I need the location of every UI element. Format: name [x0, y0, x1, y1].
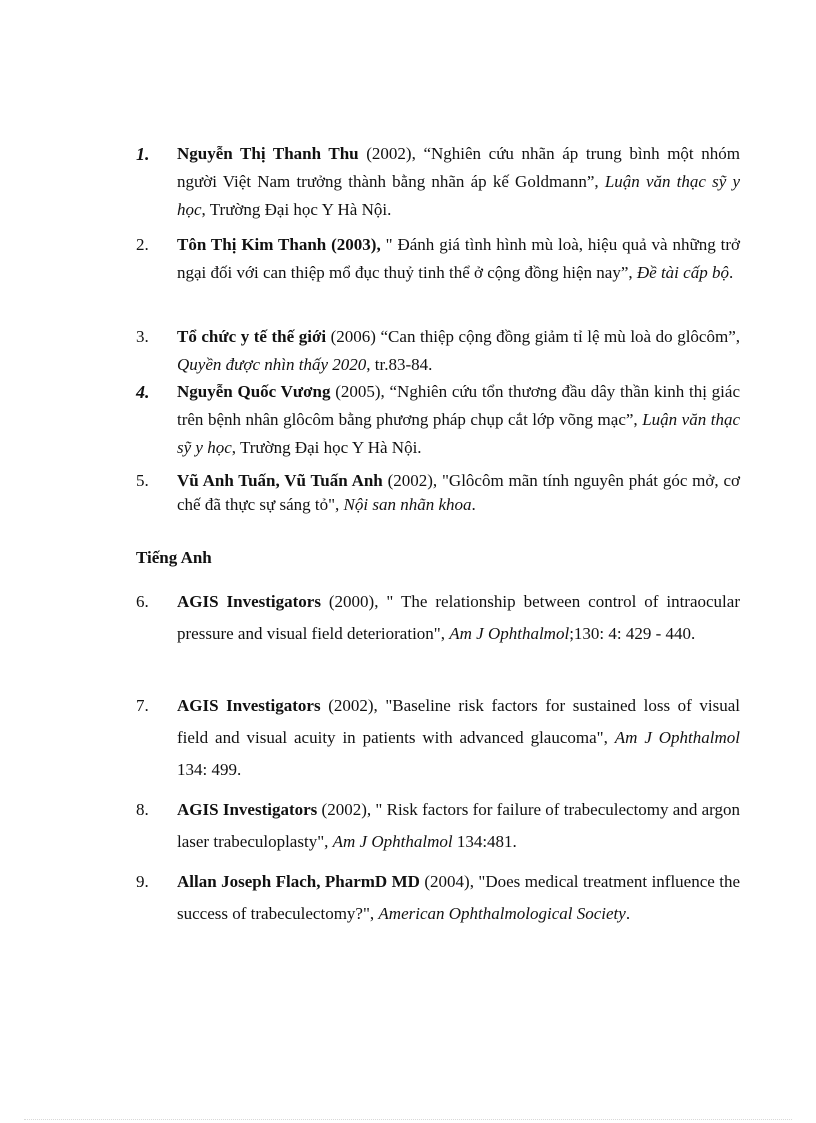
reference-title: “Nghiên cứu nhãn áp trung bình một nhóm người Việt Nam trưởng thành bằng nhãn áp kế Goldmann”, [177, 144, 741, 191]
reference-item [136, 378, 740, 462]
reference-text [177, 690, 740, 786]
reference-text [177, 794, 740, 858]
reference-authors: Allan Joseph Flach, PharmD MD [177, 872, 420, 891]
reference-item [136, 469, 740, 517]
reference-source: Đề tài cấp bộ [636, 263, 729, 282]
reference-authors: Nguyễn Thị Thanh Thu [177, 144, 359, 163]
reference-title: “Nghiên cứu tổn thương đầu dây thần kinh thị giác trên bệnh nhân glôcôm bằng phương pháp chụp cắt lớp võng mạc”, [177, 382, 740, 429]
reference-authors: Nguyễn Quốc Vương [177, 382, 331, 401]
reference-tail: . [471, 495, 476, 514]
reference-tail: , Trường Đại học Y Hà Nội. [231, 438, 422, 457]
reference-tail: 134:481. [452, 832, 517, 851]
reference-text [177, 231, 740, 287]
reference-source: Am J Ophthalmol [449, 624, 570, 643]
page-bottom-divider [24, 1119, 792, 1120]
reference-tail: . [625, 904, 631, 923]
reference-item [136, 866, 740, 930]
reference-number: 5. [136, 471, 149, 490]
reference-year: (2002), [317, 800, 376, 819]
reference-text [177, 866, 740, 930]
reference-text [177, 378, 740, 462]
reference-year: (2002), [382, 471, 442, 490]
reference-number: 1. [136, 144, 150, 164]
reference-tail: ;130: 4: 429 - 440. [569, 624, 696, 643]
reference-year: (2002), [320, 696, 386, 715]
reference-text [177, 586, 740, 650]
section-heading: Tiếng Anh [136, 548, 212, 567]
reference-source: Am J Ophthalmol [332, 832, 453, 851]
reference-tail: , Trường Đại học Y Hà Nội. [201, 200, 392, 219]
reference-number: 3. [136, 327, 149, 346]
reference-title: " The relationship between control of intraocular pressure and visual field deterioration", [177, 592, 740, 643]
reference-year: (2005), [330, 382, 390, 401]
reference-authors: AGIS Investigators [177, 592, 321, 611]
reference-source: Nội san nhãn khoa [343, 495, 472, 514]
reference-authors: Tổ chức y tế thế giới [177, 327, 327, 346]
reference-title: " Đánh giá tình hình mù loà, hiệu quả và những trở ngại đối với can thiệp mổ đục thuỷ tinh thể ở cộng đồng hiện nay”, [177, 235, 741, 282]
reference-tail: 134: 499. [177, 760, 242, 779]
reference-source: American Ophthalmological Society [378, 904, 626, 923]
reference-number: 8. [136, 800, 149, 819]
reference-number: 2. [136, 235, 149, 254]
reference-item [136, 323, 740, 379]
reference-year: (2006) [326, 327, 381, 346]
reference-item [136, 231, 740, 287]
reference-tail: . [728, 263, 734, 282]
reference-title: "Does medical treatment influence the success of trabeculectomy?", [177, 872, 741, 923]
reference-authors: AGIS Investigators [177, 696, 321, 715]
reference-text [177, 140, 740, 224]
reference-number: 9. [136, 872, 149, 891]
reference-source: Luận văn thạc sỹ y học [177, 410, 740, 457]
reference-year: (2002), [358, 144, 424, 163]
reference-year: (2000), [320, 592, 387, 611]
reference-number: 6. [136, 592, 149, 611]
reference-authors: Vũ Anh Tuấn, Vũ Tuấn Anh [177, 471, 383, 490]
reference-source: Luận văn thạc sỹ y học [177, 172, 741, 219]
reference-title: "Glôcôm mãn tính nguyên phát góc mở, cơ chế đã thực sự sáng tỏ", [177, 471, 740, 514]
reference-title: " Risk factors for failure of trabeculectomy and argon laser trabeculoplasty", [177, 800, 741, 851]
reference-authors: AGIS Investigators [177, 800, 318, 819]
reference-text [177, 323, 740, 379]
reference-number: 4. [136, 382, 150, 402]
reference-source: Am J Ophthalmol [614, 728, 740, 747]
reference-item [136, 794, 740, 858]
reference-item [136, 586, 740, 650]
reference-authors: Tôn Thị Kim Thanh (2003), [177, 235, 386, 254]
reference-source: Quyền được nhìn thấy 2020 [177, 355, 367, 374]
reference-title: “Can thiệp cộng đồng giảm tỉ lệ mù loà do glôcôm”, [380, 327, 740, 346]
reference-item [136, 690, 740, 786]
reference-year: (2004), [419, 872, 479, 891]
reference-number: 7. [136, 696, 149, 715]
reference-title: "Baseline risk factors for sustained loss of visual field and visual acuity in patients with advanced glaucoma", [177, 696, 741, 747]
reference-item [136, 140, 740, 224]
reference-text [177, 469, 740, 517]
reference-tail: , tr.83-84. [366, 355, 433, 374]
